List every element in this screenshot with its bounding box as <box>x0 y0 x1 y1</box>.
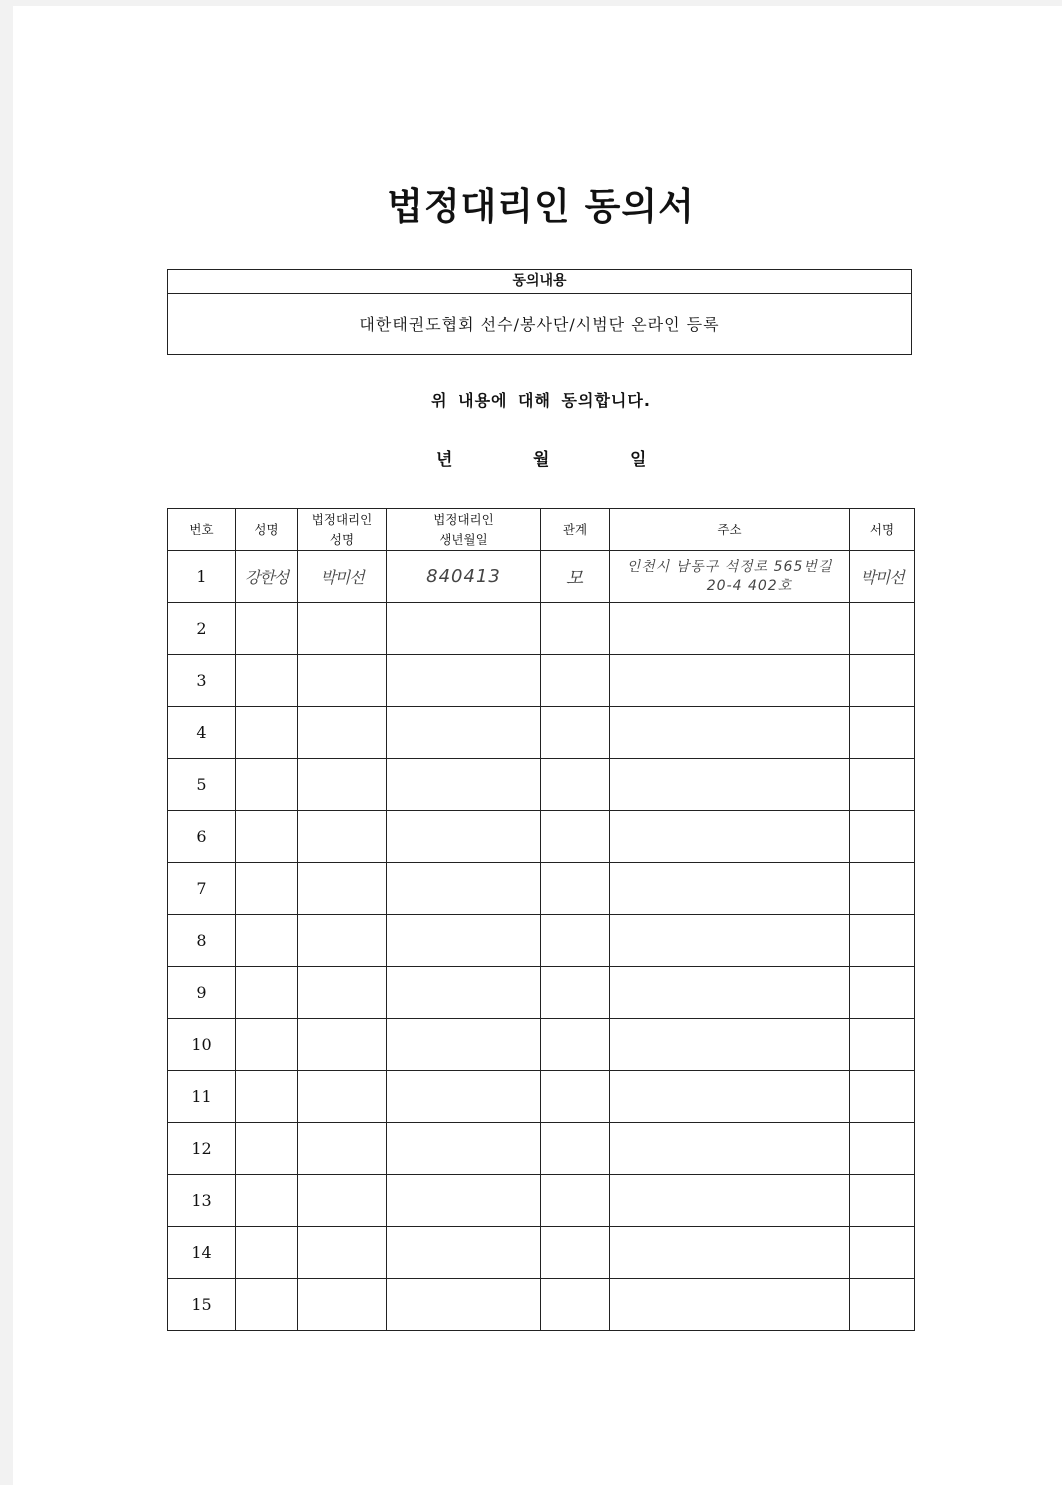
cell-address[interactable] <box>610 811 850 863</box>
cell-guardian-birth[interactable] <box>387 1071 541 1123</box>
cell-guardian-birth[interactable] <box>387 915 541 967</box>
cell-name[interactable] <box>236 967 298 1019</box>
row-number: 4 <box>168 707 236 759</box>
cell-relation[interactable] <box>541 1227 610 1279</box>
cell-guardian-birth[interactable] <box>387 1123 541 1175</box>
cell-guardian-name[interactable] <box>298 967 387 1019</box>
cell-signature[interactable] <box>850 1227 915 1279</box>
cell-guardian-birth[interactable] <box>387 967 541 1019</box>
row-number: 13 <box>168 1175 236 1227</box>
table-row <box>168 967 915 1019</box>
row-number: 14 <box>168 1227 236 1279</box>
handwritten-name: 강한성 <box>244 568 289 587</box>
cell-guardian-name[interactable] <box>298 811 387 863</box>
cell-guardian-birth[interactable] <box>387 1227 541 1279</box>
header-address: 주소 <box>610 509 850 551</box>
cell-signature[interactable] <box>850 967 915 1019</box>
table-row <box>168 603 915 655</box>
consent-box <box>167 269 912 355</box>
table-row <box>168 1227 915 1279</box>
cell-signature[interactable] <box>850 1279 915 1331</box>
cell-name[interactable] <box>236 759 298 811</box>
cell-guardian-name[interactable] <box>298 915 387 967</box>
cell-name[interactable] <box>236 863 298 915</box>
cell-address[interactable] <box>610 1175 850 1227</box>
cell-guardian-name[interactable] <box>298 1071 387 1123</box>
cell-signature[interactable] <box>850 1071 915 1123</box>
cell-name[interactable] <box>236 1227 298 1279</box>
cell-name[interactable] <box>236 915 298 967</box>
table-row <box>168 811 915 863</box>
table-row <box>168 707 915 759</box>
cell-name[interactable] <box>236 1071 298 1123</box>
consent-body: 대한태권도협회 선수/봉사단/시범단 온라인 등록 <box>359 315 720 334</box>
cell-guardian-birth[interactable] <box>387 707 541 759</box>
row-number: 9 <box>168 967 236 1019</box>
table-row <box>168 1071 915 1123</box>
cell-guardian-name[interactable] <box>298 707 387 759</box>
cell-address[interactable] <box>610 1279 850 1331</box>
cell-guardian-name[interactable] <box>298 603 387 655</box>
cell-guardian-birth[interactable] <box>387 551 541 603</box>
header-no: 번호 <box>168 509 236 551</box>
cell-guardian-birth[interactable] <box>387 1175 541 1227</box>
cell-relation[interactable] <box>541 551 610 603</box>
row-number: 8 <box>168 915 236 967</box>
cell-signature[interactable] <box>850 603 915 655</box>
cell-signature[interactable] <box>850 863 915 915</box>
cell-address[interactable] <box>610 1227 850 1279</box>
cell-name[interactable] <box>236 811 298 863</box>
date-year-label: 년 <box>436 450 453 470</box>
cell-relation[interactable] <box>541 1279 610 1331</box>
table-row <box>168 1279 915 1331</box>
handwritten-relation: 모 <box>565 567 585 589</box>
row-number: 10 <box>168 1019 236 1071</box>
handwritten-signature: 박미선 <box>860 568 904 587</box>
cell-guardian-birth[interactable] <box>387 655 541 707</box>
table-row <box>168 551 915 603</box>
cell-address[interactable] <box>610 759 850 811</box>
cell-relation[interactable] <box>541 915 610 967</box>
consent-header: 동의내용 <box>168 270 911 294</box>
cell-guardian-name[interactable] <box>298 1123 387 1175</box>
table-row <box>168 1175 915 1227</box>
cell-guardian-birth[interactable] <box>387 1019 541 1071</box>
cell-address[interactable] <box>610 551 850 603</box>
cell-guardian-name[interactable] <box>298 1227 387 1279</box>
document-title: 법정대리인 동의서 <box>387 185 695 228</box>
cell-guardian-name[interactable] <box>298 759 387 811</box>
cell-address[interactable] <box>610 603 850 655</box>
cell-signature[interactable] <box>850 1123 915 1175</box>
cell-relation[interactable] <box>541 759 610 811</box>
cell-name[interactable] <box>236 1123 298 1175</box>
header-signature: 서명 <box>850 509 915 551</box>
cell-name[interactable] <box>236 1019 298 1071</box>
header-guardian-name: 법정대리인 성명 <box>298 509 387 551</box>
header-relation: 관계 <box>541 509 610 551</box>
cell-relation[interactable] <box>541 1123 610 1175</box>
cell-address[interactable] <box>610 1071 850 1123</box>
cell-guardian-birth[interactable] <box>387 759 541 811</box>
cell-signature[interactable] <box>850 811 915 863</box>
table-row <box>168 1019 915 1071</box>
table-row <box>168 1123 915 1175</box>
cell-relation[interactable] <box>541 1071 610 1123</box>
cell-relation[interactable] <box>541 655 610 707</box>
table-row <box>168 655 915 707</box>
cell-signature[interactable] <box>850 707 915 759</box>
cell-signature[interactable] <box>850 915 915 967</box>
cell-guardian-name[interactable] <box>298 1019 387 1071</box>
cell-address[interactable] <box>610 655 850 707</box>
cell-address[interactable] <box>610 1123 850 1175</box>
cell-name[interactable] <box>236 707 298 759</box>
handwritten-guardian-name: 박미선 <box>320 568 364 587</box>
row-number: 15 <box>168 1279 236 1331</box>
cell-signature[interactable] <box>850 1175 915 1227</box>
cell-guardian-name[interactable] <box>298 1279 387 1331</box>
table-row <box>168 915 915 967</box>
header-name: 성명 <box>236 509 298 551</box>
cell-guardian-birth[interactable] <box>387 811 541 863</box>
row-number: 11 <box>168 1071 236 1123</box>
cell-relation[interactable] <box>541 811 610 863</box>
cell-signature[interactable] <box>850 1019 915 1071</box>
row-number: 5 <box>168 759 236 811</box>
table-header-row <box>168 509 915 551</box>
cell-relation[interactable] <box>541 1175 610 1227</box>
date-day-label: 일 <box>630 450 647 470</box>
cell-address[interactable] <box>610 967 850 1019</box>
cell-relation[interactable] <box>541 707 610 759</box>
cell-signature[interactable] <box>850 759 915 811</box>
cell-name[interactable] <box>236 551 298 603</box>
row-number: 6 <box>168 811 236 863</box>
cell-relation[interactable] <box>541 863 610 915</box>
date-month-label: 월 <box>533 450 550 470</box>
cell-guardian-name[interactable] <box>298 655 387 707</box>
header-guardian-birth: 법정대리인 생년월일 <box>387 509 541 551</box>
cell-guardian-name[interactable] <box>298 1175 387 1227</box>
cell-relation[interactable] <box>541 1019 610 1071</box>
cell-name[interactable] <box>236 1279 298 1331</box>
row-number: 1 <box>168 551 236 603</box>
cell-guardian-birth[interactable] <box>387 603 541 655</box>
address-line-1: 인천시 남동구 석정로 565번길 <box>626 558 833 575</box>
address-line-2: 20-4 402호 <box>706 577 793 594</box>
cell-name[interactable] <box>236 1175 298 1227</box>
cell-relation[interactable] <box>541 603 610 655</box>
cell-guardian-birth[interactable] <box>387 1279 541 1331</box>
handwritten-guardian-birth: 840413 <box>426 566 501 587</box>
cell-relation[interactable] <box>541 967 610 1019</box>
row-number: 12 <box>168 1123 236 1175</box>
cell-signature[interactable] <box>850 655 915 707</box>
consent-roster-table <box>167 508 915 1331</box>
cell-address[interactable] <box>610 915 850 967</box>
cell-guardian-name[interactable] <box>298 551 387 603</box>
cell-name[interactable] <box>236 655 298 707</box>
table-row <box>168 759 915 811</box>
cell-address[interactable] <box>610 863 850 915</box>
cell-guardian-name[interactable] <box>298 863 387 915</box>
agreement-statement: 위 내용에 대해 동의합니다. <box>431 391 651 410</box>
cell-guardian-birth[interactable] <box>387 863 541 915</box>
cell-address[interactable] <box>610 1019 850 1071</box>
cell-signature[interactable] <box>850 551 915 603</box>
row-number: 3 <box>168 655 236 707</box>
row-number: 2 <box>168 603 236 655</box>
cell-address[interactable] <box>610 707 850 759</box>
cell-name[interactable] <box>236 603 298 655</box>
row-number: 7 <box>168 863 236 915</box>
table-row <box>168 863 915 915</box>
